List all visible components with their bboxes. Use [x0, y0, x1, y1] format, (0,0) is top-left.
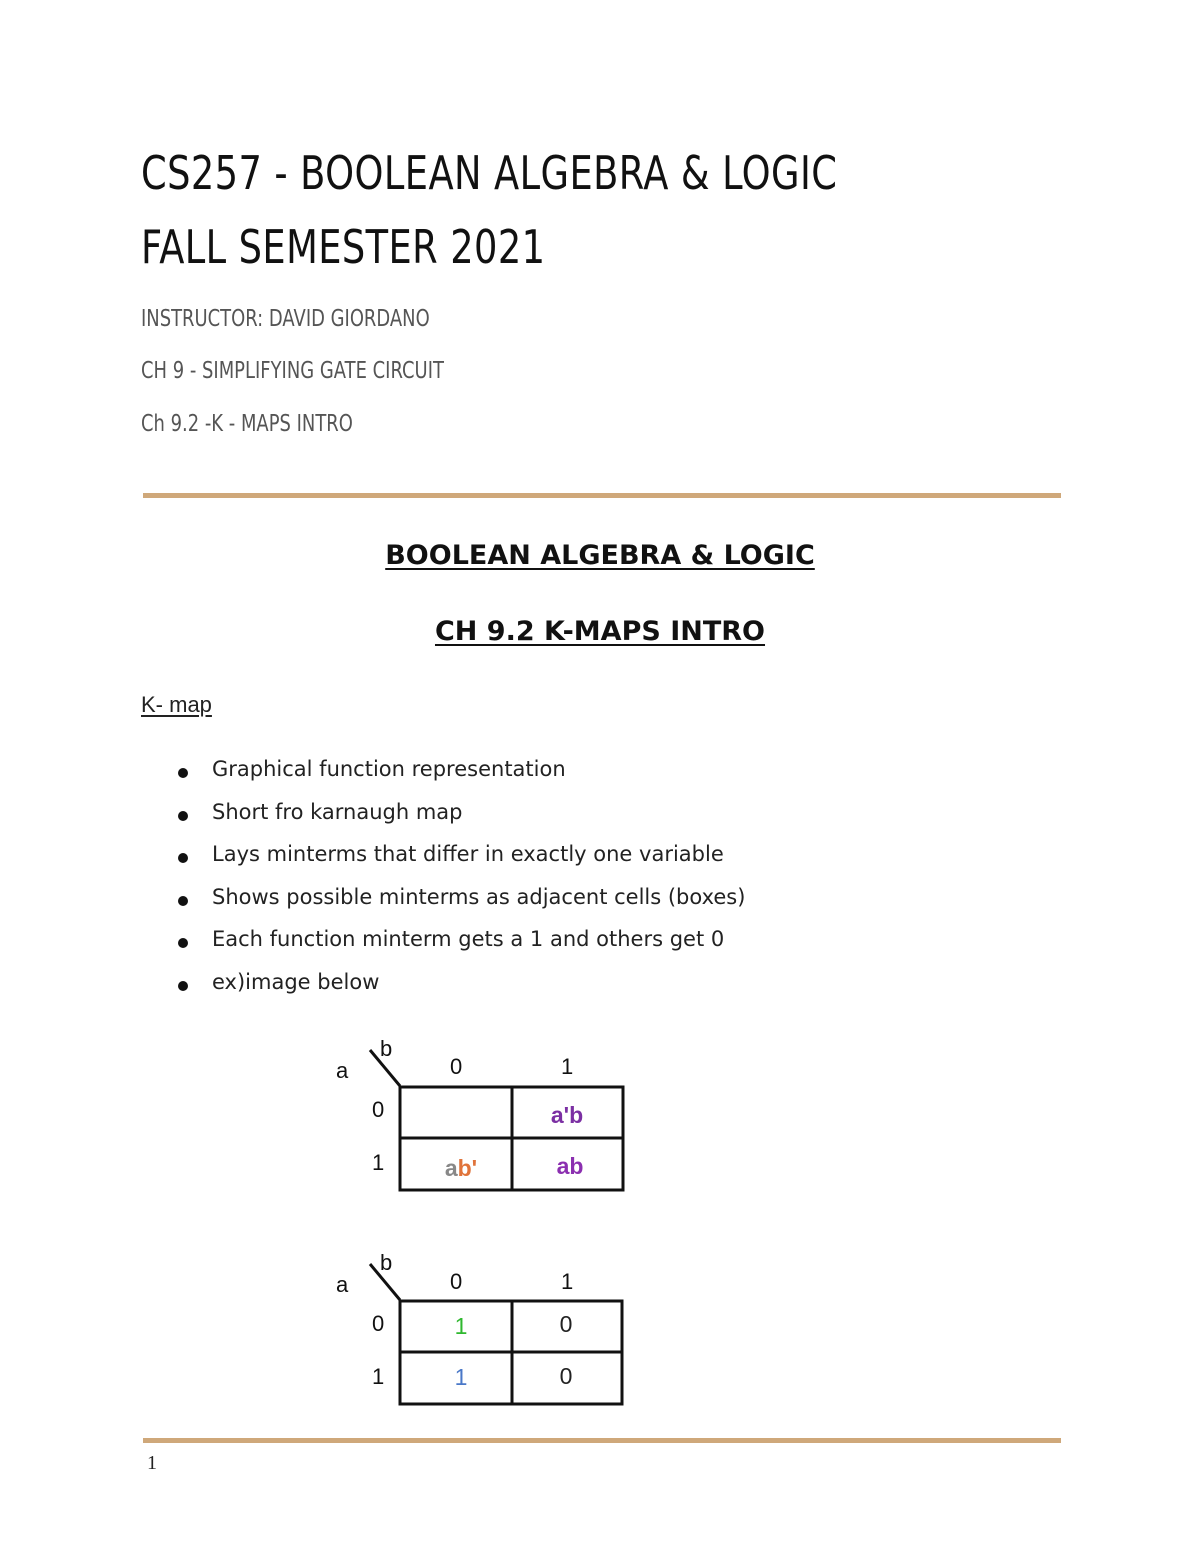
cell-a-prime-b: a'b — [550, 1102, 584, 1128]
bullet-icon — [178, 853, 188, 863]
row-header: 0 — [372, 1311, 385, 1336]
list-item — [176, 885, 745, 928]
top-divider — [143, 493, 1061, 498]
list-item-text: ex)image below — [212, 969, 380, 994]
bullet-list — [176, 757, 745, 1012]
sub-heading: CH 9.2 K-MAPS INTRO — [434, 616, 766, 647]
kmap-label: K- map — [141, 692, 212, 717]
kmap-minterms-diagram — [330, 1032, 630, 1212]
col-variable-label: b — [380, 1036, 393, 1061]
semester-title: FALL SEMESTER 2021 — [141, 220, 546, 274]
col-header: 0 — [450, 1269, 463, 1294]
list-item — [176, 927, 745, 970]
main-heading: BOOLEAN ALGEBRA & LOGIC — [385, 540, 815, 571]
cell-value: 0 — [559, 1311, 573, 1337]
list-item-text: Each function minterm gets a 1 and others get 0 — [212, 927, 725, 951]
cell-value: 1 — [454, 1364, 468, 1390]
list-item-text: Shows possible minterms as adjacent cells (boxes) — [212, 884, 746, 909]
col-variable-label: b — [380, 1250, 393, 1275]
cell-ab-prime: ab' — [444, 1155, 478, 1181]
chapter-line: CH 9 - SIMPLIFYING GATE CIRCUIT — [141, 358, 444, 384]
bullet-icon — [178, 768, 188, 778]
list-item — [176, 842, 745, 885]
section-line: Ch 9.2 -K - MAPS INTRO — [141, 411, 353, 437]
col-header: 1 — [561, 1054, 574, 1079]
bullet-icon — [178, 981, 188, 991]
cell-value: 1 — [454, 1313, 468, 1339]
row-header: 1 — [372, 1364, 385, 1389]
bottom-divider — [143, 1438, 1061, 1443]
page-number: 1 — [147, 1452, 157, 1474]
list-item — [176, 757, 745, 800]
row-header: 0 — [372, 1097, 385, 1122]
list-item-text: Graphical function representation — [212, 757, 566, 781]
col-header: 1 — [561, 1269, 574, 1294]
list-item-text: Lays minterms that differ in exactly one variable — [212, 842, 724, 866]
cell-value: 0 — [559, 1363, 573, 1389]
row-header: 1 — [372, 1150, 385, 1175]
list-item — [176, 800, 745, 843]
list-item-text: Short fro karnaugh map — [212, 799, 463, 824]
bullet-icon — [178, 938, 188, 948]
col-header: 0 — [450, 1054, 463, 1079]
kmap-values-diagram — [330, 1246, 630, 1426]
instructor-line: INSTRUCTOR: DAVID GIORDANO — [141, 306, 430, 332]
row-variable-label: a — [336, 1272, 349, 1297]
bullet-icon — [178, 896, 188, 906]
row-variable-label: a — [336, 1058, 349, 1083]
list-item — [176, 970, 745, 1013]
bullet-icon — [178, 811, 188, 821]
course-title: CS257 - BOOLEAN ALGEBRA & LOGIC — [141, 146, 838, 200]
cell-ab: ab — [556, 1153, 584, 1179]
